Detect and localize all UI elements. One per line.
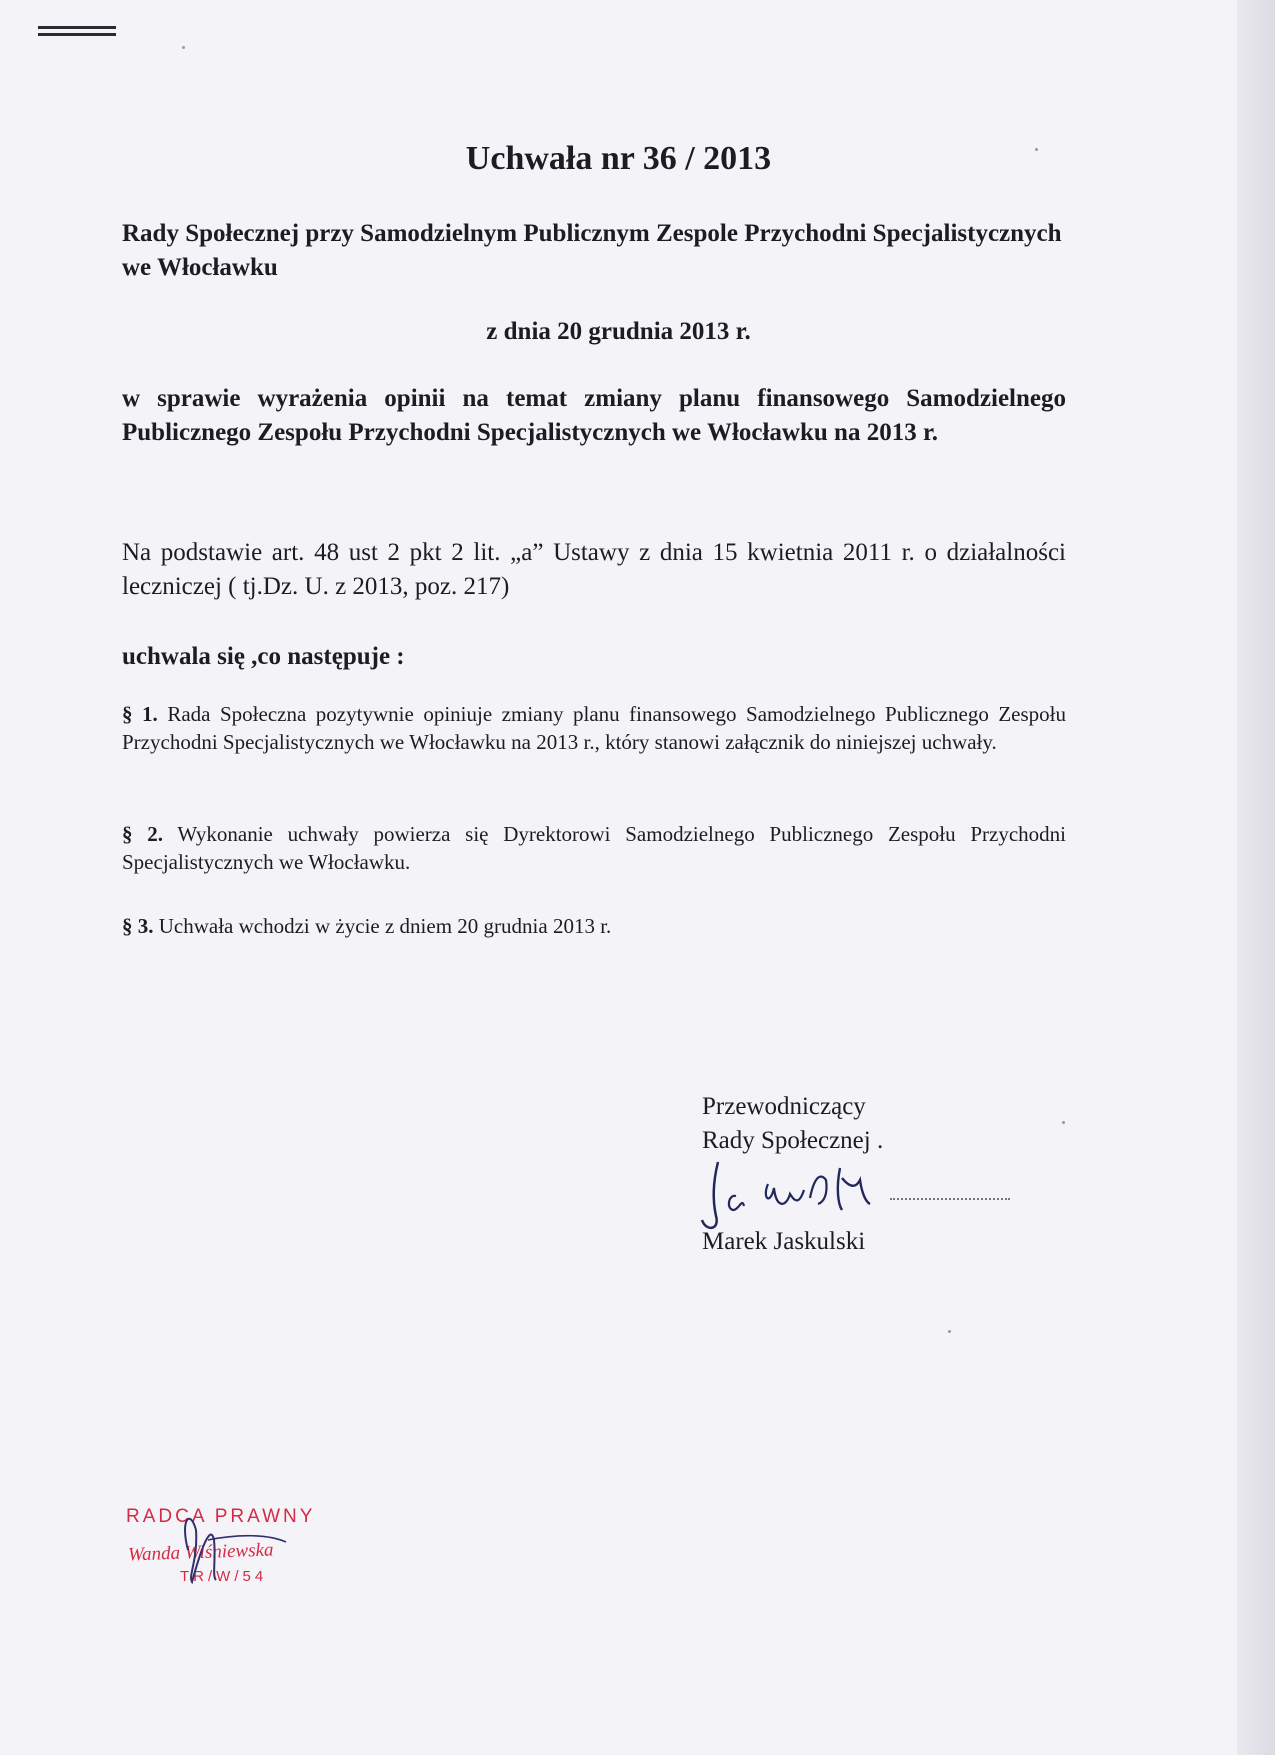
legal-basis: Na podstawie art. 48 ust 2 pkt 2 lit. „a” Ustawy z dnia 15 kwietnia 2011 r. o działalności leczniczej ( tj.Dz. U. z 2013, poz. 217): [122, 539, 1066, 600]
resolution-date: z dnia 20 grudnia 2013 r.: [486, 318, 751, 345]
paper-edge: [1237, 0, 1275, 1755]
paragraph-text: Uchwała wchodzi w życie z dniem 20 grudnia 2013 r.: [158, 914, 612, 938]
legal-counsel-stamp: [118, 1500, 348, 1610]
speck: [1062, 1121, 1065, 1124]
paragraph-number: § 2.: [122, 822, 163, 846]
paragraph-3: [122, 912, 1066, 940]
issuing-body: Rady Społecznej przy Samodzielnym Publicznym Zespole Przychodni Specjalistycznych we Włocławku: [122, 220, 1062, 281]
paragraph-text: Wykonanie uchwały powierza się Dyrektorowi Samodzielnego Publicznego Zespołu Przychodni Specjalistycznych we Włocławku.: [122, 822, 1067, 874]
stamp-code: TR/W/54: [180, 1568, 268, 1585]
paragraph-number: § 1.: [122, 702, 158, 726]
staple-mark: [38, 22, 116, 40]
paragraph-1: [122, 700, 1066, 756]
signatory-body: Rady Społecznej .: [702, 1127, 884, 1154]
signatory-role: Przewodniczący: [702, 1093, 866, 1120]
paragraph-2: [122, 820, 1066, 876]
stamp-name: Wanda Wiśniewska: [127, 1539, 274, 1566]
paragraph-number: § 3.: [122, 914, 154, 938]
signature-line: [890, 1198, 1010, 1200]
paragraph-text: Rada Społeczna pozytywnie opiniuje zmiany planu finansowego Samodzielnego Publicznego Zespołu Przychodni Specjalistycznych we Włocławku na 2013 r., który stanowi załącznik do niniejszej uchwały.: [122, 702, 1067, 754]
signatory-name: Marek Jaskulski: [702, 1228, 866, 1255]
resolution-title: Uchwała nr 36 / 2013: [465, 140, 772, 177]
resolves-heading: uchwala się ,co następuje :: [122, 643, 405, 670]
signatory-block: [702, 1090, 1002, 1158]
stamp-title: RADCA PRAWNY: [126, 1506, 316, 1527]
resolution-subject: w sprawie wyrażenia opinii na temat zmiany planu finansowego Samodzielnego Publicznego Zespołu Przychodni Specjalistycznych we Włocławku na 2013 r.: [122, 385, 1066, 446]
stamp-signature: [118, 1500, 348, 1610]
speck: [948, 1330, 951, 1333]
speck: [182, 46, 185, 49]
